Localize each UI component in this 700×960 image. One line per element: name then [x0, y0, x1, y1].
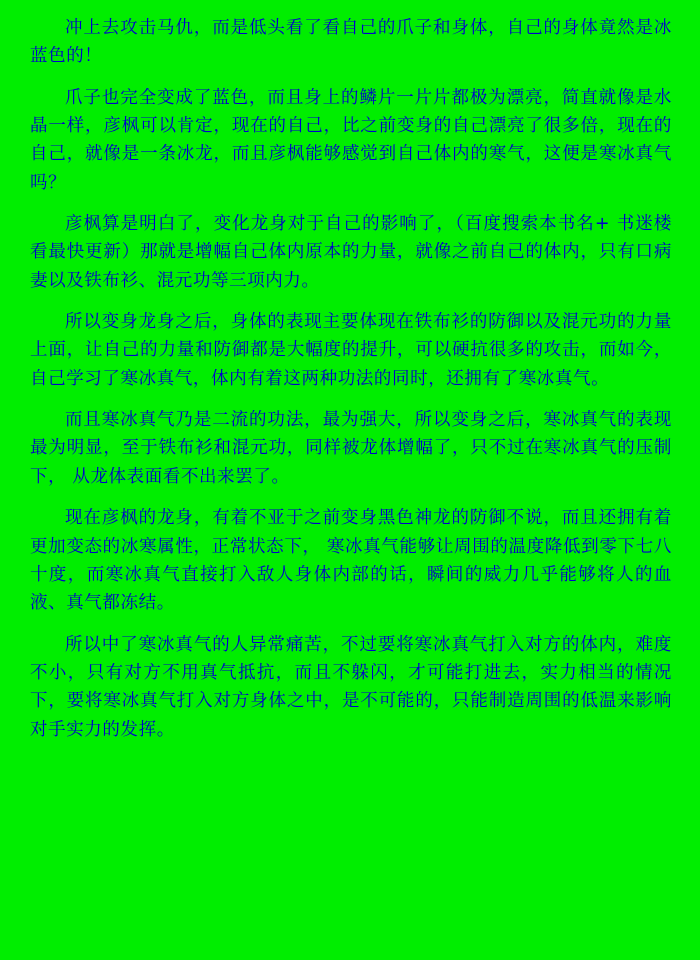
paragraph: 现在彦枫的龙身，有着不亚于之前变身黑色神龙的防御不说，而且还拥有着更加变态的冰寒属性，正常状态下， 寒冰真气能够让周围的温度降低到零下七八十度，而寒冰真气直接打入敌人身体内部的话，瞬间的威力几乎能够将人的血液、真气都冻结。	[30, 508, 672, 614]
paragraph: 所以中了寒冰真气的人异常痛苦，不过要将寒冰真气打入对方的体内，难度不小，只有对方不用真气抵抗，而且不躲闪，才可能打进去，实力相当的情况下，要将寒冰真气打入对方身体之中，是不可能的，只能制造周围的低温来影响对手实力的发挥。	[30, 634, 672, 740]
paragraph: 所以变身龙身之后，身体的表现主要体现在铁布衫的防御以及混元功的力量上面，让自己的力量和防御都是大幅度的提升，可以硬抗很多的攻击，而如今，自己学习了寒冰真气，体内有着这两种功法的同时，还拥有了寒冰真气。	[30, 312, 672, 389]
paragraph: 彦枫算是明白了，变化龙身对于自己的影响了，（百度搜索本书名+ 书迷楼 看最快更新）那就是增幅自己体内原本的力量，就像之前自己的体内，只有口病妻以及铁布衫、混元功等三项内力。	[30, 214, 672, 291]
paragraph: 冲上去攻击马仇，而是低头看了看自己的爪子和身体，自己的身体竟然是冰蓝色的！	[30, 18, 672, 67]
paragraph: 而且寒冰真气乃是二流的功法，最为强大，所以变身之后，寒冰真气的表现最为明显，至于铁布衫和混元功，同样被龙体增幅了，只不过在寒冰真气的压制下， 从龙体表面看不出来罢了。	[30, 410, 672, 487]
paragraph: 爪子也完全变成了蓝色，而且身上的鳞片一片片都极为漂亮，简直就像是水晶一样，彦枫可以肯定，现在的自己，比之前变身的自己漂亮了很多倍，现在的自己，就像是一条冰龙，而且彦枫能够感觉到自己体内的寒气，这便是寒冰真气吗？	[30, 87, 672, 193]
novel-text-body	[30, 14, 672, 744]
